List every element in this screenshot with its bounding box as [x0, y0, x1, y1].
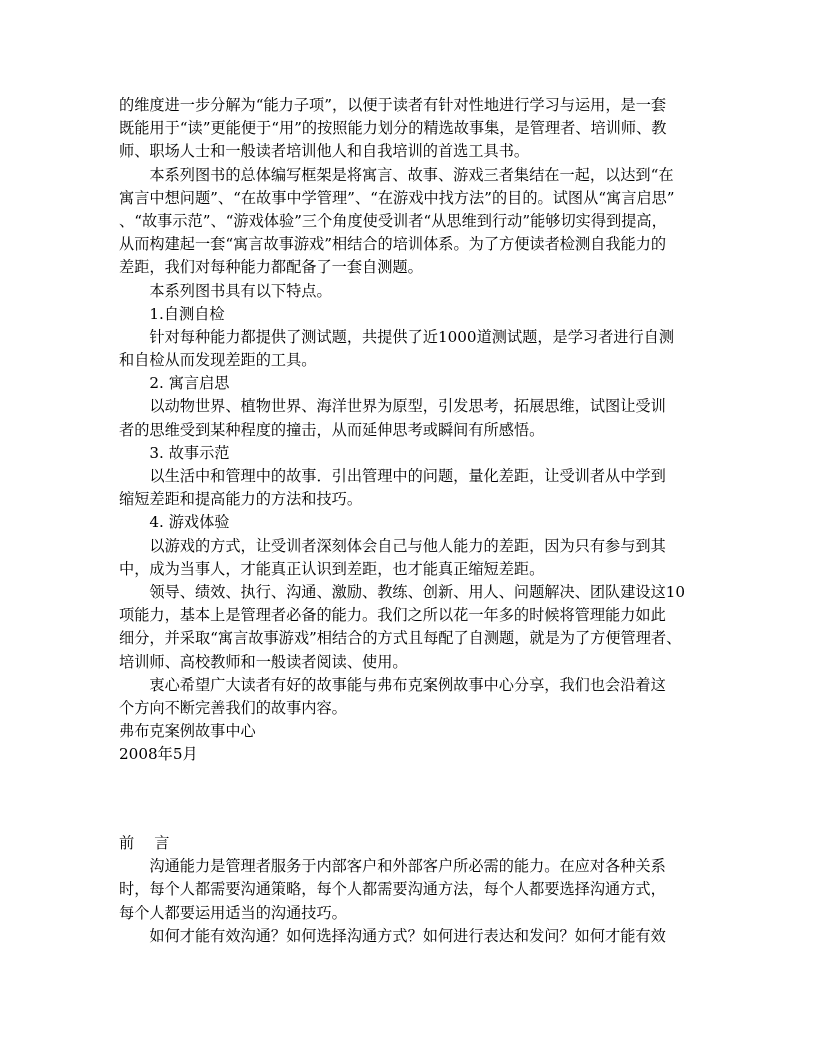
list-heading-self-test: 1.自测自检 [119, 304, 225, 323]
text-line: 差距，我们对每种能力都配备了一套自测题。 [119, 258, 423, 277]
text-line: 衷心希望广大读者有好的故事能与弗布克案例故事中心分享，我们也会沿着这 [119, 675, 666, 694]
text-line: 和自检从而发现差距的工具。 [119, 351, 317, 370]
text-line: 中，成为当事人，才能真正认识到差距，也才能真正缩短差距。 [119, 559, 545, 578]
signature-org: 弗布克案例故事中心 [119, 722, 256, 741]
preface-section [119, 832, 703, 948]
preface-heading: 前 言 [119, 834, 170, 852]
text-line: 的维度进一步分解为“能力子项”，以便于读者有针对性地进行学习与运用，是一套 [119, 96, 667, 114]
text-line: 从而构建起一套“寓言故事游戏”相结合的培训体系。为了方便读者检测自我能力的 [119, 235, 667, 254]
text-line: 既能用于“读”更能便于“用”的按照能力划分的精选故事集，是管理者、培训师、教 [119, 119, 667, 138]
text-line: 沟通能力是管理者服务于内部客户和外部客户所必需的能力。在应对各种关系 [119, 857, 666, 876]
text-line: 针对每种能力都提供了测试题，共提供了近1000道测试题，是学习者进行自测 [119, 327, 675, 346]
text-line: 以生活中和管理中的故事．引出管理中的问题，量化差距，让受训者从中学到 [119, 467, 666, 485]
text-line: 每个人都要运用适当的沟通技巧。 [119, 903, 347, 922]
text-line: 培训师、高校教师和一般读者阅读、使用。 [119, 652, 408, 671]
text-line: 师、职场人士和一般读者培训他人和自我培训的首选工具书。 [119, 142, 530, 161]
continuation-text [119, 94, 703, 766]
text-line: 细分，并采取“寓言故事游戏”相结合的方式且每配了自测题，就是为了方便管理者、 [119, 629, 682, 648]
text-line: 缩短差距和提高能力的方法和技巧。 [119, 490, 362, 509]
list-heading-fable: 2. 寓言启思 [119, 374, 230, 393]
text-line: 、“故事示范”、“游戏体验”三个角度使受训者“从思维到行动”能够切实得到提高， [119, 211, 667, 230]
text-line: 领导、绩效、执行、沟通、激励、教练、创新、用人、问题解决、团队建设这10 [119, 582, 686, 601]
signature-date: 2008年5月 [119, 745, 198, 764]
text-line: 以游戏的方式，让受训者深刻体会自己与他人能力的差距，因为只有参与到其 [119, 536, 666, 555]
text-line: 者的思维受到某种程度的撞击，从而延伸思考或瞬间有所感悟。 [119, 420, 545, 439]
list-heading-game: 4. 游戏体验 [119, 513, 230, 532]
list-heading-story: 3. 故事示范 [119, 443, 230, 462]
text-line: 个方向不断完善我们的故事内容。 [119, 698, 347, 717]
text-line: 本系列图书的总体编写框架是将寓言、故事、游戏三者集结在一起，以达到“在 [119, 165, 674, 184]
text-line: 时，每个人都需要沟通策略，每个人都需要沟通方法，每个人都要选择沟通方式， [119, 880, 666, 899]
text-line: 寓言中想问题”、“在故事中学管理”、“在游戏中找方法”的目的。试图从“寓言启思” [119, 188, 675, 207]
text-line: 以动物世界、植物世界、海洋世界为原型，引发思考，拓展思维，试图让受训 [119, 397, 666, 416]
text-line: 如何才能有效沟通？如何选择沟通方式？如何进行表达和发问？如何才能有效 [119, 926, 666, 945]
text-line: 本系列图书具有以下特点。 [119, 281, 332, 300]
text-line: 项能力，基本上是管理者必备的能力。我们之所以花一年多的时候将管理能力如此 [119, 606, 666, 625]
